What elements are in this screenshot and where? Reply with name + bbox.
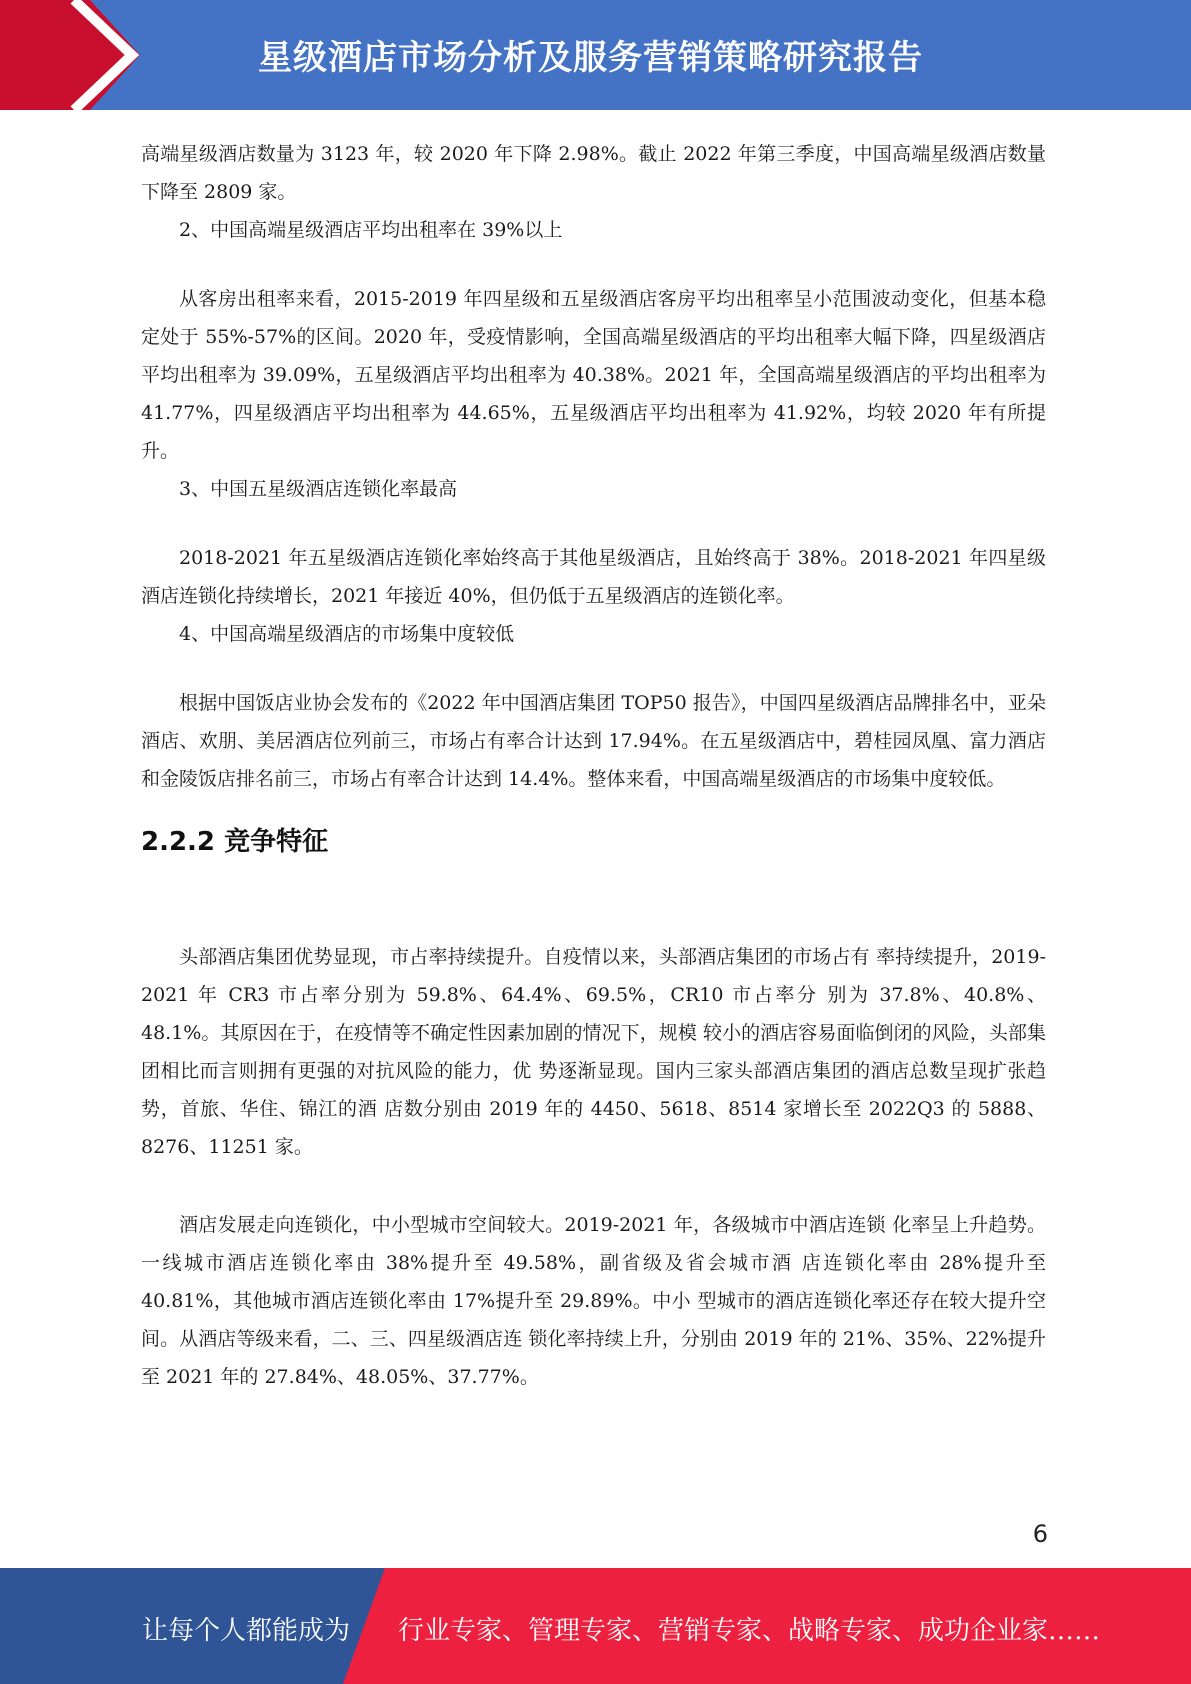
red-arrow-shape (0, 0, 140, 110)
paragraph-occupancy: 从客房出租率来看，2015-2019 年四星级和五星级酒店客房平均出租率呈小范围波动变化，但基本稳定处于 55%-57%的区间。2020 年，受疫情影响，全国高端星级酒店的平均出租率大幅下降，四星级酒店平均出租率为 39.09%，五星级酒店平均出租率为 40.38%。2021 年，全国高端星级酒店的平均出租率为 41.77%，四星级酒店平均出租率为 44.65%，五星级酒店平均出租率为 41.92%，均较 2020 年有所提升。 (141, 288, 1046, 462)
subheading-concentration: 4、中国高端星级酒店的市场集中度较低 (179, 623, 515, 645)
paragraph-head-groups: 头部酒店集团优势显现，市占率持续提升。自疫情以来，头部酒店集团的市场占有 率持续提升，2019-2021 年 CR3 市占率分别为 59.8%、64.4%、69.5%，CR10 市占率分 别为 37.8%、40.8%、48.1%。其原因在于，在疫情等不确定性因素加剧的情况下，规模 较小的酒店容易面临倒闭的风险，头部集团相比而言则拥有更强的对抗风险的能力，优 势逐渐显现。国内三家头部酒店集团的酒店总数呈现扩张趋势，首旅、华住、锦江的酒 店数分别由 2019 年的 4450、5618、8514 家增长至 2022Q3 的 5888、8276、11251 家。 (141, 946, 1046, 1158)
paragraph-concentration: 根据中国饭店业协会发布的《2022 年中国酒店集团 TOP50 报告》，中国四星级酒店品牌排名中，亚朵酒店、欢朋、美居酒店位列前三，市场占有率合计达到 17.94%。在五星级酒店中，碧桂园凤凰、富力酒店和金陵饭店排名前三，市场占有率合计达到 14.4%。整体来看，中国高端星级酒店的市场集中度较低。 (141, 692, 1046, 790)
paragraph-chain-rate: 2018-2021 年五星级酒店连锁化率始终高于其他星级酒店，且始终高于 38%。2018-2021 年四星级酒店连锁化持续增长，2021 年接近 40%，但仍低于五星级酒店的连锁化率。 (141, 547, 1046, 607)
paragraph-chain-development: 酒店发展走向连锁化，中小型城市空间较大。2019-2021 年，各级城市中酒店连锁 化率呈上升趋势。一线城市酒店连锁化率由 38%提升至 49.58%，副省级及省会城市酒 店连锁化率由 28%提升至 40.81%，其他城市酒店连锁化率由 17%提升至 29.89%。中小 型城市的酒店连锁化率还存在较大提升空间。从酒店等级来看，二、三、四星级酒店连 锁化率持续上升，分别由 2019 年的 21%、35%、22%提升至 2021 年的 27.84%、48.05%、37.77%。 (141, 1214, 1046, 1388)
paragraph-hotel-count: 高端星级酒店数量为 3123 年，较 2020 年下降 2.98%。截止 2022 年第三季度，中国高端星级酒店数量下降至 2809 家。 (141, 143, 1046, 203)
footer-slogan-left: 让每个人都能成为 (142, 1616, 351, 1646)
page-footer (0, 1568, 1191, 1684)
footer-slogan-right: 行业专家、管理专家、营销专家、战略专家、成功企业家…… (398, 1616, 1101, 1646)
subheading-chain-rate: 3、中国五星级酒店连锁化率最高 (179, 478, 458, 500)
section-heading-competition: 2.2.2 竞争特征 (141, 827, 329, 857)
subheading-occupancy: 2、中国高端星级酒店平均出租率在 39%以上 (179, 219, 563, 241)
header-arrow-decoration (0, 0, 160, 110)
page-header (0, 0, 1191, 110)
page-number: 6 (1032, 1520, 1048, 1548)
report-title: 星级酒店市场分析及服务营销策略研究报告 (258, 38, 923, 78)
document-body (141, 135, 1046, 1396)
